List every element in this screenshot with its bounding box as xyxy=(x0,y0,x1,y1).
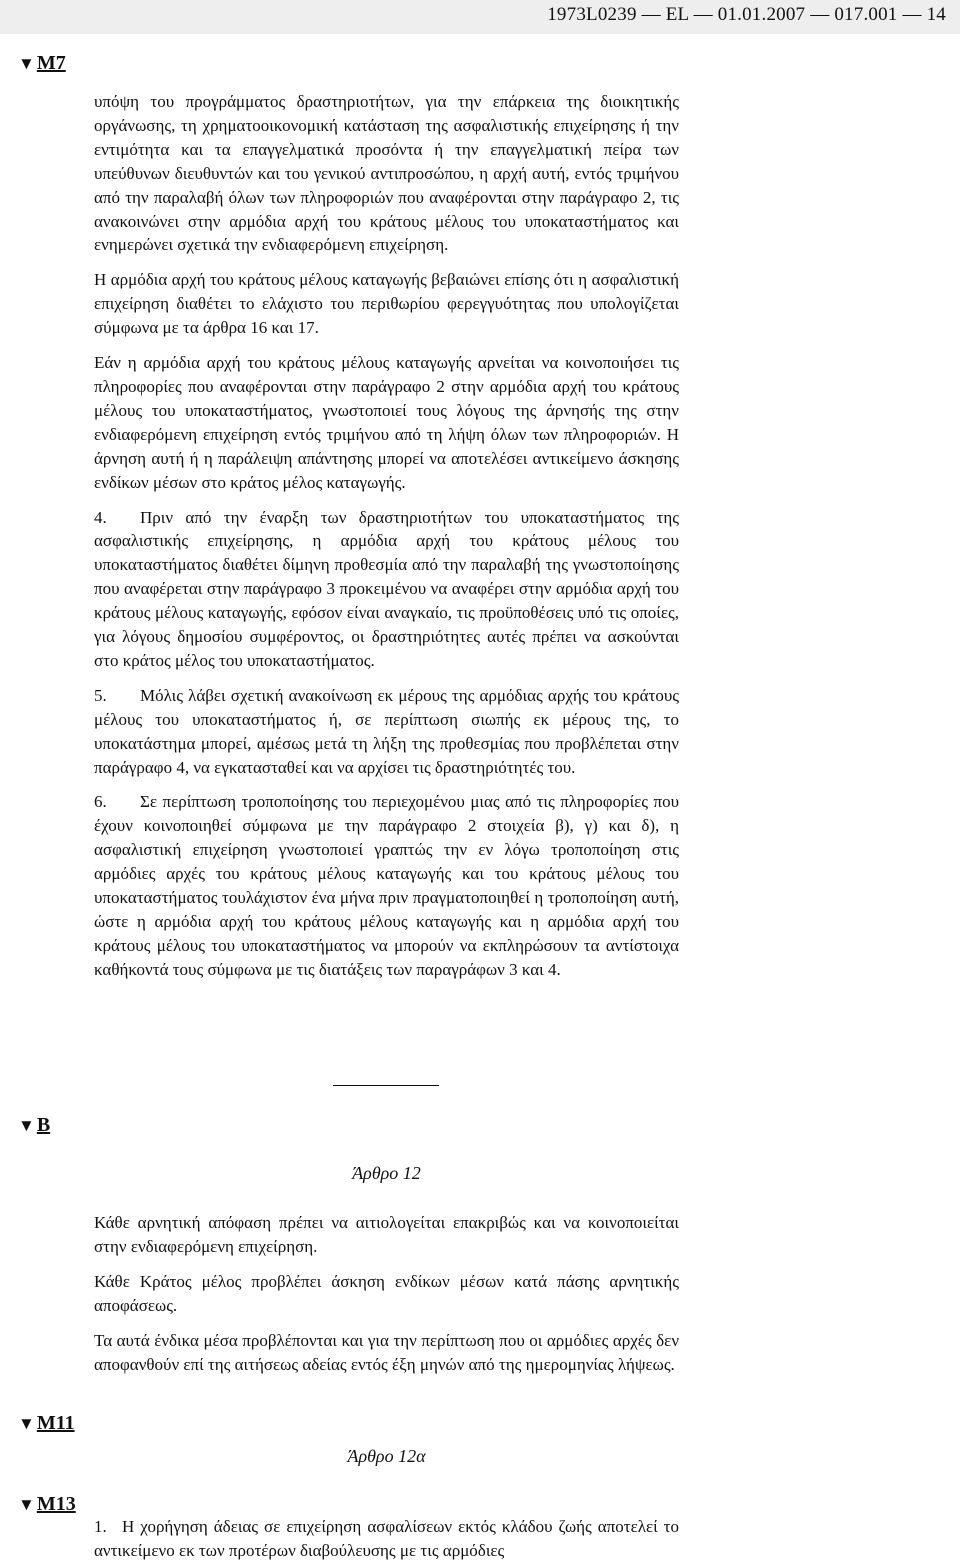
triangle-down-icon: ▼ xyxy=(18,1116,35,1135)
paragraph-5 xyxy=(94,684,679,780)
paragraph: Εάν η αρμόδια αρχή του κράτους μέλους καταγωγής αρνείται να κοινοποιήσει τις πληροφορίες που αναφέρονται στην παράγραφο 2 στην αρμόδια αρχή του κράτους μέλους του υποκαταστήματος, γνωστοποιεί τους λόγους της άρνησής της στην ενδιαφερόμενη επιχείρηση εντός τριμήνου από τη λήψη όλων των πληροφοριών. Η άρνηση αυτή ή η παράλειψη απάντησης μπορεί να αποτελέσει αντικείμενο άσκησης ενδίκων μέσων στο κράτος μέλος καταγωγής. xyxy=(94,353,679,492)
paragraph-number: 6. xyxy=(94,792,107,812)
marker-b[interactable] xyxy=(18,1114,50,1137)
marker-m13-label: M13 xyxy=(36,1493,76,1515)
marker-m11[interactable] xyxy=(18,1412,75,1435)
page-header xyxy=(0,0,960,34)
document-reference: 1973L0239 — EL — 01.01.2007 — 017.001 — 14 xyxy=(547,4,946,25)
paragraph-1 xyxy=(94,1515,679,1563)
marker-b-label: B xyxy=(36,1114,51,1136)
paragraph-number: 1. xyxy=(94,1517,107,1536)
paragraph-text: Πριν από την έναρξη των δραστηριοτήτων του υποκαταστήματος της ασφαλιστικής επιχείρησης, η αρμόδια αρχή του κράτους μέλους του υποκαταστήματος διαθέτει δίμηνη προθεσμία από την παραλαβή της γνωστοποίησης που αναφέρεται στην παράγραφο 3 προκειμένου να αναφέρει στην αρμόδια αρχή του κράτους μέλους καταγωγής, εφόσον είναι αναγκαίο, τις προϋποθέσεις υπό τις οποίες, για λόγους δημοσίου συμφέροντος, οι δραστηριότητες αυτές πρέπει να ασκούνται στο κράτος μέλος του υποκαταστήματος. xyxy=(94,507,679,670)
section-m7 xyxy=(94,90,679,982)
paragraph: Η αρμόδια αρχή του κράτους μέλους καταγωγής βεβαιώνει επίσης ότι η ασφαλιστική επιχείρηση διαθέτει το ελάχιστο του περιθωρίου φερεγγυότητας που υπολογίζεται σύμφωνα με τα άρθρα 16 και 17. xyxy=(94,270,679,338)
triangle-down-icon: ▼ xyxy=(18,54,35,73)
section-divider xyxy=(333,1085,439,1086)
paragraph: Κάθε Κράτος μέλος προβλέπει άσκηση ενδίκων μέσων κατά πάσης αρνητικής αποφάσεως. xyxy=(94,1271,679,1315)
marker-m11-label: M11 xyxy=(36,1412,75,1434)
article-12-body xyxy=(94,1211,679,1376)
marker-m13[interactable] xyxy=(18,1493,76,1516)
paragraph: Τα αυτά ένδικα μέσα προβλέπονται και για την περίπτωση που οι αρμόδιες αρχές δεν αποφανθούν επί της αιτήσεως αδείας εντός έξη μηνών από της ημερομηνίας λήψεως. xyxy=(94,1330,679,1374)
paragraph-number: 4. xyxy=(94,507,107,527)
paragraph-text: Σε περίπτωση τροποποίησης του περιεχομένου μιας από τις πληροφορίες που έχουν κοινοποιηθεί σύμφωνα με την παράγραφο 2 στοιχεία β), γ) και δ), η ασφαλιστική επιχείρηση γνωστοποιεί γραπτώς την εν λόγω τροποποίηση στις αρμόδιες αρχές του κράτους μέλους καταγωγής και του κράτους μέλους του υποκαταστήματος τουλάχιστον ένα μήνα πριν πραγματοποιηθεί η τροποποίηση αυτή, ώστε η αρμόδια αρχή του κράτους μέλους καταγωγής και η αρμόδια αρχή του κράτους μέλους του υποκαταστήματος να μπορούν να εκπληρώσουν τα αντίστοιχα καθήκοντά τους σύμφωνα με τις διατάξεις των παραγράφων 3 και 4. xyxy=(94,792,679,979)
triangle-down-icon: ▼ xyxy=(18,1495,35,1514)
triangle-down-icon: ▼ xyxy=(18,1414,35,1433)
paragraph-text: Μόλις λάβει σχετική ανακοίνωση εκ μέρους της αρμόδιας αρχής του κράτους μέλους του υποκαταστήματος ή, σε περίπτωση σιωπής εκ μέρους της, το υποκατάστημα μπορεί, αμέσως μετά τη λήξη της προθεσμίας που προβλέπεται στην παράγραφο 4, να εγκατασταθεί και να αρχίσει τις δραστηριότητές του. xyxy=(94,685,679,777)
paragraph-6 xyxy=(94,790,679,981)
marker-m7[interactable] xyxy=(18,52,66,75)
paragraph-4 xyxy=(94,506,679,673)
paragraph: Κάθε αρνητική απόφαση πρέπει να αιτιολογείται επακριβώς και να κοινοποιείται στην ενδιαφερόμενη επιχείρηση. xyxy=(94,1213,679,1256)
paragraph-text: Η χορήγηση άδειας σε επιχείρηση ασφαλίσεων εκτός κλάδου ζωής αποτελεί το αντικείμενο εκ των προτέρων διαβούλευσης με τις αρμόδιες xyxy=(94,1517,679,1560)
paragraph: υπόψη του προγράμματος δραστηριοτήτων, για την επάρκεια της διοικητικής οργάνωσης, τη χρηματοοικονομική κατάσταση της ασφαλιστικής επιχείρησης ή την εντιμότητα και τα επαγγελματικά προσόντα ή την επαγγελματική πείρα των υπεύθυνων διευθυντών και του γενικού αντιπροσώπου, η αρχή αυτή, εντός τριμήνου από την παραλαβή όλων των πληροφοριών που αναφέρονται στην παράγραφο 2, τις ανακοινώνει στην αρμόδια αρχή του κράτους μέλους του υποκαταστήματος και ενημερώνει σχετικά την ενδιαφερόμενη επιχείρηση. xyxy=(94,92,679,255)
marker-m7-label: M7 xyxy=(36,52,66,74)
article-12a-body xyxy=(94,1515,679,1563)
paragraph-number: 5. xyxy=(94,685,107,705)
article-12a-title: Άρθρο 12α xyxy=(347,1446,426,1466)
article-12-title: Άρθρο 12 xyxy=(352,1163,421,1183)
